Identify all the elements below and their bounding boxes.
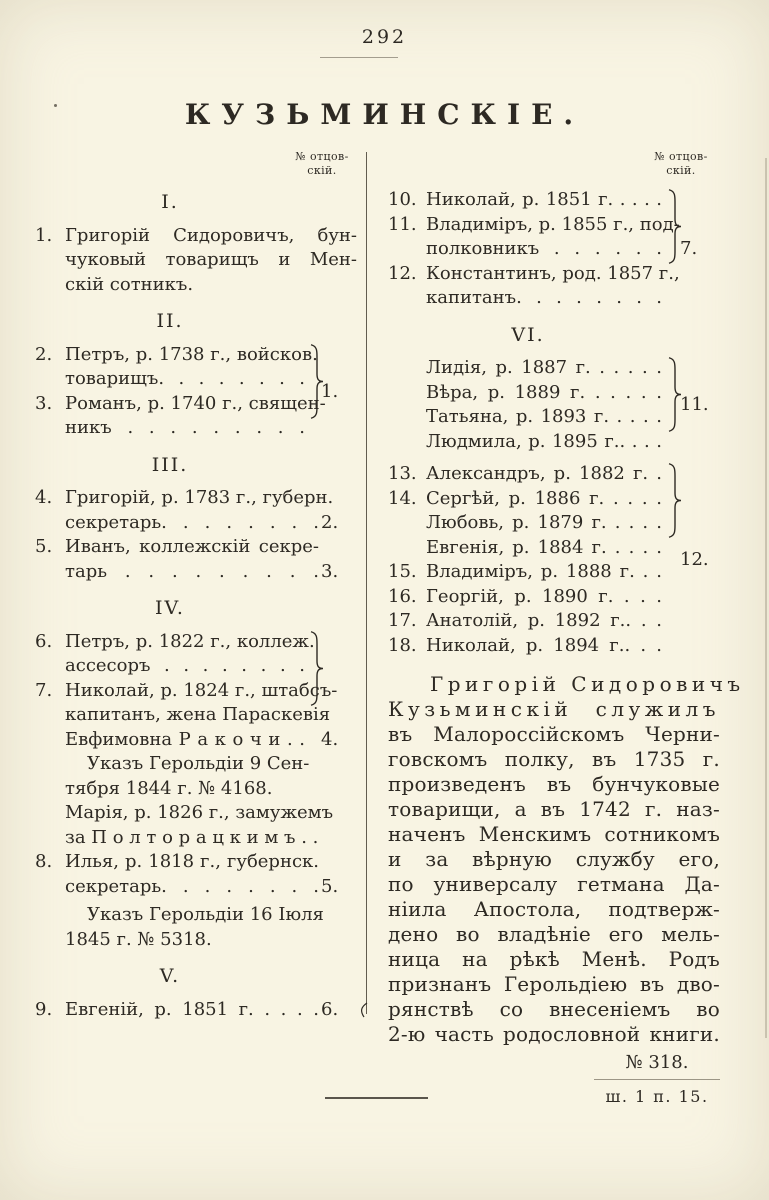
daughter-entry bbox=[388, 536, 662, 561]
entry-line: Татьяна, р. 1893 г. . . . . bbox=[426, 406, 662, 427]
case-reference bbox=[594, 1051, 720, 1109]
entry-text bbox=[426, 356, 662, 454]
entry-1 bbox=[35, 224, 357, 298]
entry-text bbox=[65, 998, 319, 1023]
entry-17 bbox=[388, 609, 662, 634]
father-number-column-header bbox=[648, 150, 714, 178]
entry-text bbox=[65, 535, 319, 584]
biography-paragraph bbox=[388, 672, 745, 1047]
father-number: 3. bbox=[321, 560, 339, 582]
entry-line: Илья, р. 1818 г., губернск. bbox=[65, 851, 319, 872]
column-header-line: скій. bbox=[666, 164, 696, 177]
entry-number: 2. bbox=[35, 343, 53, 365]
family-title: КУЗЬМИНСКІЕ. bbox=[184, 98, 585, 131]
entry-line: скій сотникъ. bbox=[65, 273, 194, 295]
generation-heading-3: III. bbox=[151, 453, 189, 476]
sibling-group bbox=[35, 343, 357, 441]
entry-line: Владиміръ, р. 1888 г. . . bbox=[426, 561, 662, 582]
father-number: 1. bbox=[321, 380, 339, 402]
entry-line: чуковый товарищъ и Мен- bbox=[65, 249, 357, 270]
entry-number: 1. bbox=[35, 224, 53, 246]
decree-note-line: 1845 г. № 5318. bbox=[65, 928, 212, 950]
column-header-line: № отцов- bbox=[654, 150, 708, 163]
paragraph-line: признанъ Герольдіею въ дво- bbox=[388, 972, 720, 996]
entry-number: 8. bbox=[35, 851, 53, 872]
entry-line: полковникъ . . . . . . bbox=[426, 238, 662, 259]
case-number: № 318. bbox=[594, 1051, 720, 1080]
entry-number: 17. bbox=[388, 610, 417, 631]
decree-note bbox=[35, 903, 357, 952]
father-number: 2. bbox=[321, 511, 339, 533]
paragraph-line: говскомъ полку, въ 1735 г. bbox=[388, 747, 720, 771]
decree-note-line: тября 1844 г. № 4168. bbox=[65, 777, 273, 799]
entry-number: 3. bbox=[35, 392, 53, 414]
entry-3 bbox=[35, 392, 326, 441]
entry-line: Евгенія, р. 1884 г. . . . . bbox=[426, 536, 662, 558]
generation-heading-1: I. bbox=[161, 191, 179, 213]
entry-number: 14. bbox=[388, 487, 417, 509]
right-column bbox=[388, 150, 745, 1109]
entry-2 bbox=[35, 343, 318, 392]
father-number: 7. bbox=[680, 238, 698, 259]
entry-text bbox=[426, 213, 680, 262]
entry-line: ассесоръ . . . . . . . . bbox=[65, 655, 305, 676]
entry-text bbox=[426, 262, 680, 311]
entry-line: Владиміръ, р. 1855 г., под- bbox=[426, 213, 680, 235]
entry-line: Вѣра, р. 1889 г. . . . . . bbox=[426, 381, 662, 403]
entry-number: 7. bbox=[35, 679, 53, 701]
paragraph-line: наченъ Менскимъ сотникомъ bbox=[388, 822, 720, 846]
father-number: 11. bbox=[680, 393, 709, 415]
father-number-column-header bbox=[289, 150, 355, 178]
entry-text bbox=[65, 630, 315, 679]
paragraph-line: Григорій Сидоровичъ bbox=[430, 672, 745, 696]
entry-12 bbox=[388, 262, 680, 311]
decree-note-line: Указъ Герольдіи 16 Іюля bbox=[87, 904, 324, 925]
page-number-rule bbox=[320, 57, 398, 58]
scan-speck bbox=[54, 104, 57, 107]
entry-number: 5. bbox=[35, 536, 53, 557]
paragraph-line: ница на рѣкѣ Менѣ. Родъ bbox=[388, 947, 720, 971]
entry-line: тарь . . . . . . . . . bbox=[65, 560, 319, 582]
entry-number: 10. bbox=[388, 189, 417, 210]
sibling-group bbox=[388, 462, 720, 658]
entry-text bbox=[65, 343, 318, 392]
entry-line: Лидія, р. 1887 г. . . . . . bbox=[426, 357, 662, 378]
page-edge-shadow bbox=[765, 158, 767, 1038]
entry-number: 12. bbox=[388, 262, 417, 284]
entry-5 bbox=[35, 535, 357, 584]
entry-line: Петръ, р. 1822 г., коллеж. bbox=[65, 630, 315, 652]
entry-number-blank bbox=[388, 511, 426, 536]
entry-line: никъ . . . . . . . . . bbox=[65, 417, 305, 438]
entry-number: 11. bbox=[388, 213, 417, 235]
entry-14 bbox=[388, 487, 662, 512]
entry-line: секретарь. . . . . . . . bbox=[65, 511, 319, 533]
entry-number: 15. bbox=[388, 561, 417, 582]
divider-end-mark bbox=[357, 1002, 369, 1018]
entry-text bbox=[65, 486, 334, 535]
entry-line: товарищъ. . . . . . . . bbox=[65, 368, 305, 389]
entry-6 bbox=[35, 630, 315, 679]
paragraph-line: 2-ю часть родословной книги. bbox=[388, 1022, 720, 1046]
entry-line: Григорій Сидоровичъ, бун- bbox=[65, 224, 357, 246]
entry-13 bbox=[388, 462, 662, 487]
sibling-group bbox=[388, 356, 720, 454]
entry-18 bbox=[388, 634, 662, 659]
entry-line: Григорій, р. 1783 г., губерн. bbox=[65, 487, 334, 508]
entry-line: Александръ, р. 1882 г. . bbox=[426, 463, 662, 484]
entry-line: Любовь, р. 1879 г. . . . . bbox=[426, 512, 662, 533]
entry-4 bbox=[35, 486, 357, 535]
entry-text bbox=[65, 392, 326, 441]
paragraph-line: и за вѣрную службу его, bbox=[388, 847, 720, 871]
generation-heading-6: VI. bbox=[511, 323, 545, 346]
entry-text bbox=[65, 850, 319, 899]
entry-10 bbox=[388, 188, 662, 213]
entry-number: 6. bbox=[35, 630, 53, 652]
entry-line: капитанъ, жена Параскевія bbox=[65, 704, 331, 725]
entry-15 bbox=[388, 560, 662, 585]
grouping-brace bbox=[666, 189, 681, 264]
entry-line: секретарь. . . . . . . . bbox=[65, 875, 319, 897]
entry-7 bbox=[35, 679, 338, 851]
daughter-entry bbox=[388, 356, 662, 454]
father-number: 5. bbox=[321, 875, 339, 897]
entry-line: Марія, р. 1826 г., замужемъ bbox=[65, 802, 334, 823]
entry-9 bbox=[35, 998, 357, 1023]
entry-8 bbox=[35, 850, 357, 899]
shelf-reference: ш. 1 п. 15. bbox=[605, 1086, 709, 1106]
entry-16 bbox=[388, 585, 662, 610]
entry-line: Евгеній, р. 1851 г. . . . . bbox=[65, 998, 319, 1020]
entry-line: Константинъ, род. 1857 г., bbox=[426, 262, 680, 284]
entry-number: 16. bbox=[388, 585, 417, 607]
generation-heading-4: IV. bbox=[155, 597, 185, 619]
entry-line: за П о л т о р а ц к и м ъ . . bbox=[65, 826, 319, 848]
paragraph-line: товарищи, а въ 1742 г. наз- bbox=[388, 797, 720, 821]
column-divider-rule bbox=[366, 152, 367, 1014]
father-number: 12. bbox=[680, 548, 709, 570]
entry-line: Сергѣй, р. 1886 г. . . . . bbox=[426, 487, 662, 509]
entry-number-blank bbox=[388, 356, 426, 454]
entry-number: 4. bbox=[35, 487, 53, 508]
grouping-brace bbox=[666, 357, 681, 432]
paragraph-line: Кузьминскій служилъ bbox=[388, 697, 720, 721]
entry-line: капитанъ. . . . . . . . bbox=[426, 287, 662, 308]
column-header-line: № отцов- bbox=[295, 150, 349, 163]
entry-line: Георгій, р. 1890 г. . . . bbox=[426, 585, 662, 607]
entry-line: Николай, р. 1894 г.. . . bbox=[426, 634, 662, 656]
sibling-group bbox=[35, 630, 357, 851]
page-number: 292 bbox=[361, 26, 408, 48]
generation-heading-5: V. bbox=[159, 965, 181, 987]
entry-number: 18. bbox=[388, 634, 417, 656]
entry-number: 9. bbox=[35, 998, 53, 1020]
entry-text bbox=[65, 679, 338, 851]
entry-line: Людмила, р. 1895 г.. . . . bbox=[426, 430, 662, 452]
entry-text bbox=[65, 224, 357, 298]
entry-line: Петръ, р. 1738 г., войсков. bbox=[65, 343, 318, 365]
entry-line: Евфимовна Р а к о ч и . . bbox=[65, 728, 305, 750]
paragraph-line: произведенъ въ бунчуковые bbox=[388, 772, 720, 796]
entry-number-blank bbox=[388, 536, 426, 561]
father-number: 4. bbox=[321, 728, 339, 750]
daughter-entry bbox=[388, 511, 662, 536]
generation-heading-2: II. bbox=[156, 310, 184, 332]
paragraph-line: ніила Апостола, подтверж- bbox=[388, 897, 720, 921]
entry-11 bbox=[388, 213, 680, 262]
father-number: 6. bbox=[321, 998, 339, 1020]
entry-line: Николай, р. 1851 г. . . . . bbox=[426, 189, 662, 210]
paragraph-line: рянствѣ со внесеніемъ во bbox=[388, 997, 720, 1021]
entry-line: Анатолій, р. 1892 г.. . . bbox=[426, 610, 662, 631]
paragraph-line: по универсалу гетмана Да- bbox=[388, 872, 720, 896]
entry-line: Иванъ, коллежскій секре- bbox=[65, 536, 319, 557]
grouping-brace bbox=[666, 463, 681, 538]
column-header-line: скій. bbox=[307, 164, 337, 177]
entry-line: Романъ, р. 1740 г., священ- bbox=[65, 392, 326, 414]
grouping-brace bbox=[308, 631, 323, 706]
decree-note-line: Указъ Герольдіи 9 Сен- bbox=[87, 753, 310, 774]
left-column bbox=[35, 150, 357, 1022]
entry-text bbox=[426, 188, 662, 213]
paragraph-line: дено во владѣніе его мель- bbox=[388, 922, 720, 946]
sibling-group bbox=[388, 188, 720, 311]
paragraph-line: въ Малороссійскомъ Черни- bbox=[388, 722, 720, 746]
entry-line: Николай, р. 1824 г., штабсъ- bbox=[65, 679, 338, 701]
entry-number: 13. bbox=[388, 463, 417, 484]
